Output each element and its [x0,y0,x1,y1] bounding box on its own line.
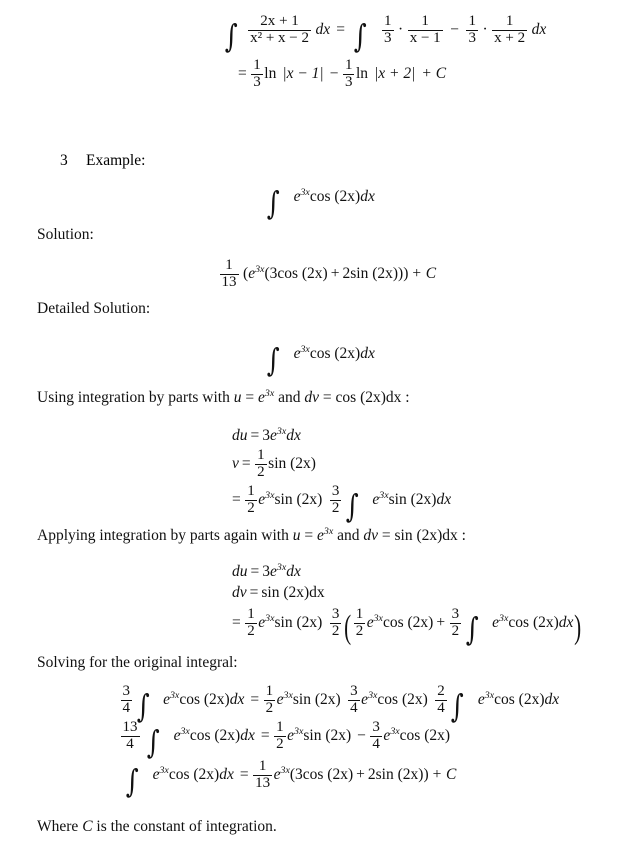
minus-sign: − [329,64,339,82]
top-integrand-numerator: 2x + 1 [260,13,299,29]
ibp-first-text-lead: Using integration by parts with [37,389,234,406]
top-equation-line-1 [222,13,547,55]
num: 1 [253,57,261,73]
exponent-3x: 3x [499,612,509,624]
integral-icon: ∫ [465,611,479,648]
equals-sign: = [241,389,258,406]
equals-sign: = [300,527,317,544]
cosine-term: cos (2x) [189,726,241,744]
den: 2 [265,699,274,716]
solving-label: Solving for the original integral: [37,654,238,671]
coefficient-3: 3 [262,563,270,580]
euler-base: e [293,188,301,205]
closing-note-part2: is the constant of integration. [92,818,277,835]
example-number: 3 [60,152,68,169]
num: 1 [247,483,255,499]
fraction-three-quarters [121,684,133,717]
open-big-paren: ( [343,609,352,647]
exponent-3x: 3x [390,725,400,737]
differential-dx: dx [544,690,560,708]
example-label: Example: [86,152,146,169]
plus-sign: + [356,765,365,783]
exponent-3x: 3x [280,764,290,776]
ibp-first-result-line [232,483,452,525]
exponent-3x: 3x [265,489,275,501]
num: 1 [344,57,353,73]
num: 1 [258,758,267,774]
euler-base: e [372,490,380,508]
detailed-solution-label: Detailed Solution: [37,300,151,317]
num: 1 [265,683,274,699]
equals-sign: = [241,454,251,472]
euler-base: e [173,726,181,744]
den: 2 [257,463,265,480]
inner-open-paren: ( [264,264,270,282]
constant-c-symbol: C [82,818,93,835]
solution-answer [218,258,436,291]
cosine-term: cos (2x) [399,726,451,744]
fraction-one-thirteenth [220,258,239,291]
num: 1 [355,606,364,622]
num: 3 [350,683,358,699]
absolute-value-x-plus-2: |x + 2| [374,64,416,82]
den: 4 [350,699,358,716]
exponent-3x: 3x [169,689,180,701]
top-integrand-fraction [248,14,311,47]
integral-icon: ∫ [266,342,280,379]
ibp-second-text-lead: Applying integration by parts again with [37,527,293,544]
euler-base: e [270,563,277,580]
den: 2 [451,622,460,639]
euler-base: e [276,690,284,708]
euler-base: e [287,726,294,744]
equals-sign: = [232,490,241,508]
du-label: du [232,563,248,580]
integral-icon: ∫ [146,724,160,761]
exponent-3x: 3x [276,425,287,437]
three-cos-term: 3cos (2x) [269,264,328,282]
minus-sign: − [357,726,366,744]
exponent-3x: 3x [255,263,265,275]
closing-note-part1: Where [37,818,83,835]
equals-sign: = [239,765,249,783]
ibp-first-v-line [232,448,316,481]
open-paren: ( [243,264,249,282]
fraction-one-thirteenth [253,759,272,792]
cosine-term: cos (2x) [494,690,545,708]
and-conjunction: and [333,527,364,544]
differential-dx: dx [240,726,255,744]
differential-dx: dx [558,613,574,631]
equals-sign: = [319,389,336,406]
sine-term: sin (2x) [274,613,323,631]
num: 2 [437,683,445,699]
multiplication-dot: · [482,20,488,38]
euler-base: e [152,765,160,783]
den: 13 [255,774,271,791]
cosine-term: cos (2x) [382,613,434,631]
coefficient-one-third [251,58,263,91]
exponent-3x: 3x [283,689,293,701]
fraction-one-half-2 [354,607,366,640]
exponent-3x: 3x [264,387,275,399]
ibp-second-du-line [232,563,301,581]
equals-sign: = [250,690,260,708]
num: 1 [384,13,392,29]
num: 1 [225,257,233,273]
plus-sign: + [436,613,446,631]
example-integral [264,185,375,222]
exponent-3x: 3x [368,689,378,701]
ibp-first-du-line [232,427,301,445]
den: 4 [372,735,380,752]
den: 2 [247,622,255,639]
den: 2 [355,622,364,639]
fraction-thirteen-quarters [121,720,140,753]
euler-base: e [477,690,485,708]
ibp-second-sentence [37,527,466,546]
euler-base: e [163,690,170,708]
integral-icon: ∫ [345,488,359,525]
three-cos-term: 3cos (2x) [295,765,354,783]
ibp-second-result-line [232,606,583,648]
exponent-3x: 3x [265,612,275,624]
den: 3 [344,73,353,90]
plus-constant-c: + C [411,264,437,282]
equals-sign: = [378,527,395,544]
two-sin-term: 2sin (2x) [342,264,399,282]
solving-line-1 [119,683,560,725]
v-label: v [232,454,239,472]
plus-constant-c: + C [431,765,457,783]
den: 3 [253,73,261,90]
exponent-3x: 3x [484,689,495,701]
num: 1 [421,13,429,29]
minus-sign: − [450,20,459,38]
exponent-3x: 3x [300,186,310,198]
absolute-value-x-minus-1: |x − 1| [282,64,324,82]
differential-dx: dx [436,490,452,508]
euler-base: e [383,726,391,744]
num: 3 [451,606,460,622]
sine-term: sin (2x) [388,490,437,508]
num: 13 [122,719,138,735]
differential-dx: dx [315,20,331,38]
dv-variable: dv [304,389,320,406]
differential-dx: dx [286,563,301,580]
dv-value: sin (2x)dx [394,527,458,544]
cosine-term: cos (2x) [309,345,361,362]
ln-operator: ln [264,64,277,82]
euler-base: e [492,613,500,631]
exponent-3x: 3x [300,343,310,355]
den: 2 [276,735,284,752]
fraction-three-halves-2 [450,607,462,640]
colon: : [401,389,410,406]
differential-dx: dx [360,345,375,362]
integral-icon: ∫ [125,763,139,800]
den: 2 [331,622,340,639]
plus-sign: + [330,264,340,282]
exponent-3x: 3x [379,489,389,501]
differential-dx: dx [229,690,245,708]
den: 4 [121,736,140,753]
den: 13 [221,273,237,290]
equals-sign: = [232,613,241,631]
top-integrand-denominator: x² + x − 2 [250,29,310,46]
exponent-3x: 3x [180,725,190,737]
integral-icon: ∫ [224,18,238,55]
solving-line-3-final [123,758,457,800]
fraction-over-x-plus-2 [492,14,527,47]
den: x + 2 [494,29,526,46]
ibp-first-sentence [37,389,410,408]
euler-base: e [258,613,266,631]
fraction-three-quarters [370,720,382,753]
num: 1 [276,719,284,735]
den: 3 [384,29,392,46]
dv-value: sin (2x)dx [261,584,325,601]
exponent-3x: 3x [373,612,383,624]
differential-dx: dx [531,20,547,38]
dv-label: dv [232,584,247,601]
euler-base: e [361,690,369,708]
num: 1 [257,447,265,463]
dv-variable: dv [363,527,378,544]
den: 3 [468,29,476,46]
euler-base: e [258,389,265,406]
exponent-3x: 3x [294,725,304,737]
exponent-3x: 3x [276,561,287,573]
equals-sign: = [336,20,345,38]
den: x − 1 [409,29,441,46]
fraction-one-half [264,684,276,717]
fraction-three-halves [330,484,342,517]
dv-value: cos (2x)dx [335,389,402,406]
close-big-paren: ) [574,609,582,647]
exponent-3x: 3x [323,525,334,537]
fraction-three-quarters-2 [348,684,360,717]
colon: : [457,527,466,544]
coefficient-one-third [382,14,394,47]
num: 3 [331,606,340,622]
num: 3 [372,719,380,735]
integral-icon: ∫ [353,18,367,55]
equals-sign: = [238,64,247,82]
sine-term: sin (2x) [274,490,323,508]
equals-sign: = [260,726,270,744]
u-variable: u [292,527,301,544]
num: 1 [468,13,476,29]
close-paren: ) [423,765,429,783]
u-variable: u [233,389,242,406]
euler-base: e [293,345,301,362]
inner-close-paren: ) [398,264,404,282]
multiplication-dot: · [398,20,404,38]
fraction-three-halves [330,607,342,640]
sine-term: sin (2x) [292,690,341,708]
integral-icon: ∫ [266,185,280,222]
num: 3 [331,483,340,499]
closing-note [37,818,277,837]
fraction-over-x-minus-1 [408,14,443,47]
den: 4 [437,699,445,716]
differential-dx: dx [360,188,375,205]
two-sin-term: 2sin (2x) [367,765,424,783]
ln-operator: ln [355,64,369,82]
num: 1 [247,606,255,622]
and-conjunction: and [274,389,305,406]
top-equation-line-2 [238,58,446,91]
fraction-one-half [245,607,257,640]
open-paren: ( [289,765,296,783]
du-label: du [232,427,248,444]
equals-sign: = [250,563,260,580]
equals-sign: = [250,427,260,444]
num: 1 [505,13,514,29]
fraction-one-half [255,448,267,481]
num: 3 [122,683,131,699]
cosine-term: cos (2x) [168,765,220,783]
coefficient-one-third-2 [466,14,478,47]
den: 4 [122,699,131,716]
euler-base: e [270,427,277,444]
fraction-one-half [245,484,257,517]
differential-dx: dx [286,427,301,444]
fraction-one-half [274,720,286,753]
exponent-3x: 3x [159,764,169,776]
integral-icon: ∫ [136,688,150,725]
euler-base: e [273,765,281,783]
cosine-term: cos (2x) [179,690,230,708]
sine-term: sin (2x) [268,454,316,472]
ibp-second-dv-line [232,584,325,602]
coefficient-3: 3 [262,427,270,444]
den: 2 [247,499,255,516]
den: 2 [331,499,340,516]
cosine-term: cos (2x) [377,690,428,708]
euler-base: e [366,613,374,631]
solution-label: Solution: [37,226,94,243]
euler-base: e [248,264,256,282]
euler-base: e [316,527,324,544]
differential-dx: dx [219,765,234,783]
equals-sign: = [249,584,259,601]
integral-icon: ∫ [451,688,465,725]
detailed-integral [264,342,375,379]
cosine-term: cos (2x) [309,188,361,205]
sine-term: sin (2x) [303,726,352,744]
fraction-two-quarters [435,684,447,717]
coefficient-one-third-2 [343,58,355,91]
close-paren: ) [403,264,409,282]
euler-base: e [258,490,266,508]
plus-constant-c: + C [421,64,447,82]
solving-line-2 [119,719,451,761]
cosine-term: cos (2x) [508,613,559,631]
